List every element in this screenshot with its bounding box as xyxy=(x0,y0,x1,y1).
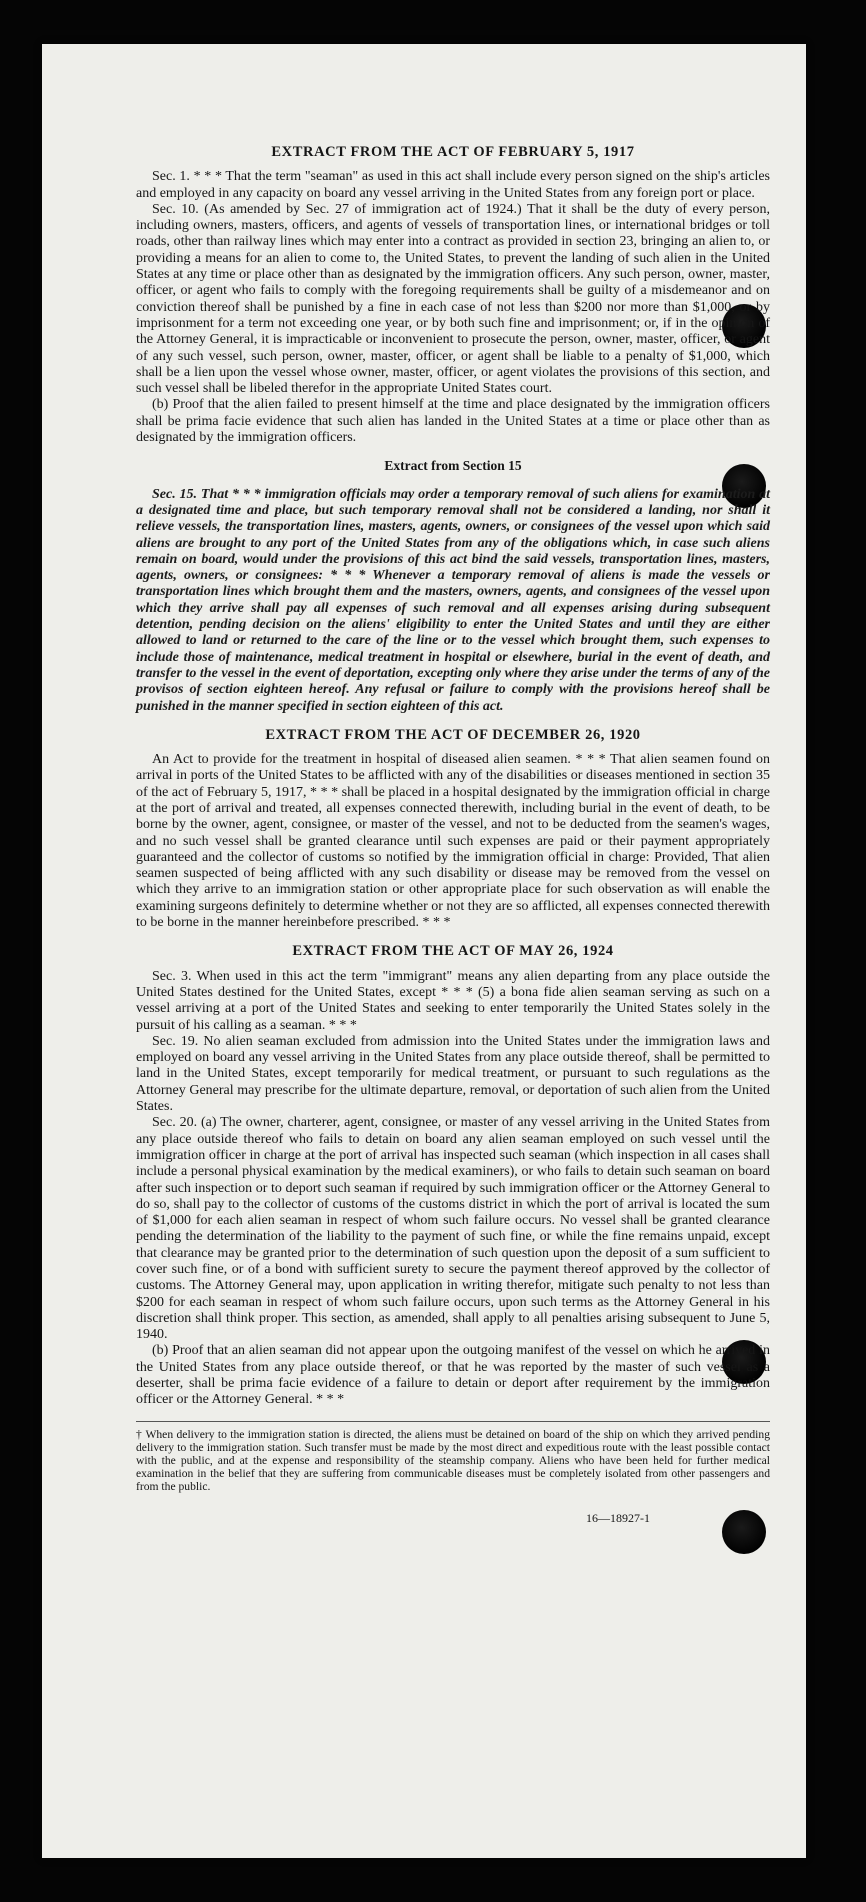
section-act-1924 xyxy=(136,943,770,1408)
paragraph: Sec. 3. When used in this act the term "immigrant" means any alien departing from any place outside the United States destined for the United States, except * * * (5) a bona fide alien seaman serving as such on a vessel arriving at a port of the United States and seeking to enter temporarily the United States solely in the pursuit of his calling as a seaman. * * * xyxy=(136,968,770,1033)
section-heading: EXTRACT FROM THE ACT OF MAY 26, 1924 xyxy=(292,943,614,960)
section-heading: EXTRACT FROM THE ACT OF FEBRUARY 5, 1917 xyxy=(271,144,635,160)
paragraph: (b) Proof that an alien seaman did not appear upon the outgoing manifest of the vessel on which he arrived in the United States from any place outside thereof, or that he was reported by the master of such vessel as a deserter, shall be prima facie evidence of a failure to detain or deport after requirement by the immigration officer or the Attorney General. * * * xyxy=(136,1343,770,1408)
section-act-1920 xyxy=(136,727,770,932)
section-extract-15 xyxy=(136,458,770,714)
paragraph: An Act to provide for the treatment in hospital of diseased alien seamen. * * * That alien seamen found on arrival in ports of the United States to be afflicted with any of the disabilities or diseases mentioned in section 35 of the act of February 5, 1917, * * * shall be placed in a hospital designated by the immigration official in charge at the port of arrival and treated, all expenses connected therewith, including burial in the event of death, to be borne by the owner, agent, consignee, or master of the vessel, and not to be deducted from the seamen's wages, and no such vessel shall be granted clearance until such expenses are paid or their payment appropriately guaranteed and the collector of customs so notified by the immigration official in charge: Provided, That alien seamen suspected of being afflicted with any such disability or disease may be removed from the vessel on which they arrive to an immigration station or other appropriate place for such observation as will enable the examining surgeons definitely to determine whether or not they are so afflicted, all expenses connected therewith to be borne in the manner hereinbefore prescribed. * * * xyxy=(136,752,770,931)
paragraph: Sec. 10. (As amended by Sec. 27 of immigration act of 1924.) That it shall be the duty of every person, including owners, masters, officers, and agents of vessels of transportation lines, or international bridges or toll roads, other than railway lines which may enter into a contract as provided in section 23, bringing an alien to, or providing a means for an alien to come to, the United States, to prevent the landing of such alien in the United States at any time or place other than as designated by the immigration officers. Any such person, owner, master, officer, or agent who fails to comply with the foregoing requirements shall be guilty of a misdemeanor and on conviction thereof shall be punished by a fine in each case of not less than $200 nor more than $1,000, or by imprisonment for a term not exceeding one year, or by both such fine and imprisonment; or, if in the opinion of the Attorney General, it is impracticable or inconvenient to prosecute the person, owner, master, officer, or agent of any such vessel, such person, owner, master, officer, or agent shall be liable to a penalty of $1,000, which shall be a lien upon the vessel whose owner, master, officer, or agent violates the provisions of this section, and such vessel shall be libeled therefor in the appropriate United States court. xyxy=(136,201,770,397)
section-heading: EXTRACT FROM THE ACT OF DECEMBER 26, 1920 xyxy=(265,726,641,743)
paragraph: (b) Proof that the alien failed to present himself at the time and place designated by the immigration officers shall be prima facie evidence that such alien has landed in the United States at a time or place other than as designated by the immigration officers. xyxy=(136,397,770,446)
footnote: † When delivery to the immigration station is directed, the aliens must be detained on board of the ship on which they arrived pending delivery to the immigration station. Such transfer must be made by the most direct and expeditious route with the least possible contact with the public, and at the expense and responsibility of the steamship company. Aliens who have been held for further medical examination in the belief that they are suffering from communicable diseases must be completely isolated from other passengers and from the public. xyxy=(136,1421,770,1494)
form-number: 16—18927-1 xyxy=(586,1510,650,1525)
paragraph: Sec. 19. No alien seaman excluded from admission into the United States under the immigration laws and employed on board any vessel arriving in the United States from any place outside thereof, shall be permitted to land in the United States, except temporarily for medical treatment, or pursuant to such regulations as the Attorney General may prescribe for the ultimate departure, removal, or deportation of such alien from the United States. xyxy=(136,1033,770,1115)
paragraph: Sec. 15. That * * * immigration officials may order a temporary removal of such aliens for examination at a designated time and place, but such temporary removal shall not be considered a landing, nor shall it relieve vessels, the transportation lines, masters, agents, owners, or consignees of the vessel upon which said aliens are brought to any port of the United States from any of the obligations which, in case such aliens remain on board, would under the provisions of this act bind the said vessels, transportation lines, masters, agents, owners, or consignees: * * * Whenever a temporary removal of aliens is made the vessels or transportation lines which brought them and the masters, owners, agents, and consignees of the vessel upon which they arrive shall pay all expenses of such removal and all expenses arising during subsequent detention, pending decision on the aliens' eligibility to enter the United States and until they are either allowed to land or returned to the care of the line or to the vessel which brought them, such expenses to include those of maintenance, medical treatment in hospital or elsewhere, burial in the event of death, and transfer to the vessel in the event of deportation, excepting only where they arise under the terms of any of the provisos of section eighteen hereof. Any refusal or failure to comply with the provisions hereof shall be punished in the manner specified in section eighteen of this act. xyxy=(136,486,770,714)
section-heading: Extract from Section 15 xyxy=(384,458,522,474)
section-act-1917 xyxy=(136,144,770,446)
document-body xyxy=(136,144,770,1526)
paragraph: Sec. 1. * * * That the term "seaman" as used in this act shall include every person signed on the ship's articles and employed in any capacity on board any vessel arriving in the United States from any foreign port or place. xyxy=(136,169,770,201)
document-page xyxy=(42,44,806,1858)
paragraph: Sec. 20. (a) The owner, charterer, agent, consignee, or master of any vessel arriving in the United States from any place outside thereof who fails to detain on board any alien seaman employed on such vessel until the immigration officer in charge at the port of arrival has inspected such seaman (which inspection in all cases shall include a personal physical examination by the medical examiners), or who fails to detain such seaman on board after such inspection or to deport such seaman if required by such immigration officer or the Attorney General to do so, shall pay to the collector of customs of the customs district in which the port of arrival is located the sum of $1,000 for each alien seaman in respect of whom such failure occurs. No vessel shall be granted clearance pending the determination of the liability to the payment of such fine, or while the fine remains unpaid, except that clearance may be granted prior to the determination of such question upon the deposit of a sum sufficient to cover such fine, or of a bond with sufficient surety to secure the payment thereof approved by the collector of customs. The Attorney General may, upon application in writing therefor, mitigate such penalty to not less than $200 for each seaman in respect of whom such failure occurs, upon such terms as the Attorney General in his discretion shall think proper. This section, as amended, shall apply to all penalties arising subsequent to June 5, 1940. xyxy=(136,1115,770,1343)
